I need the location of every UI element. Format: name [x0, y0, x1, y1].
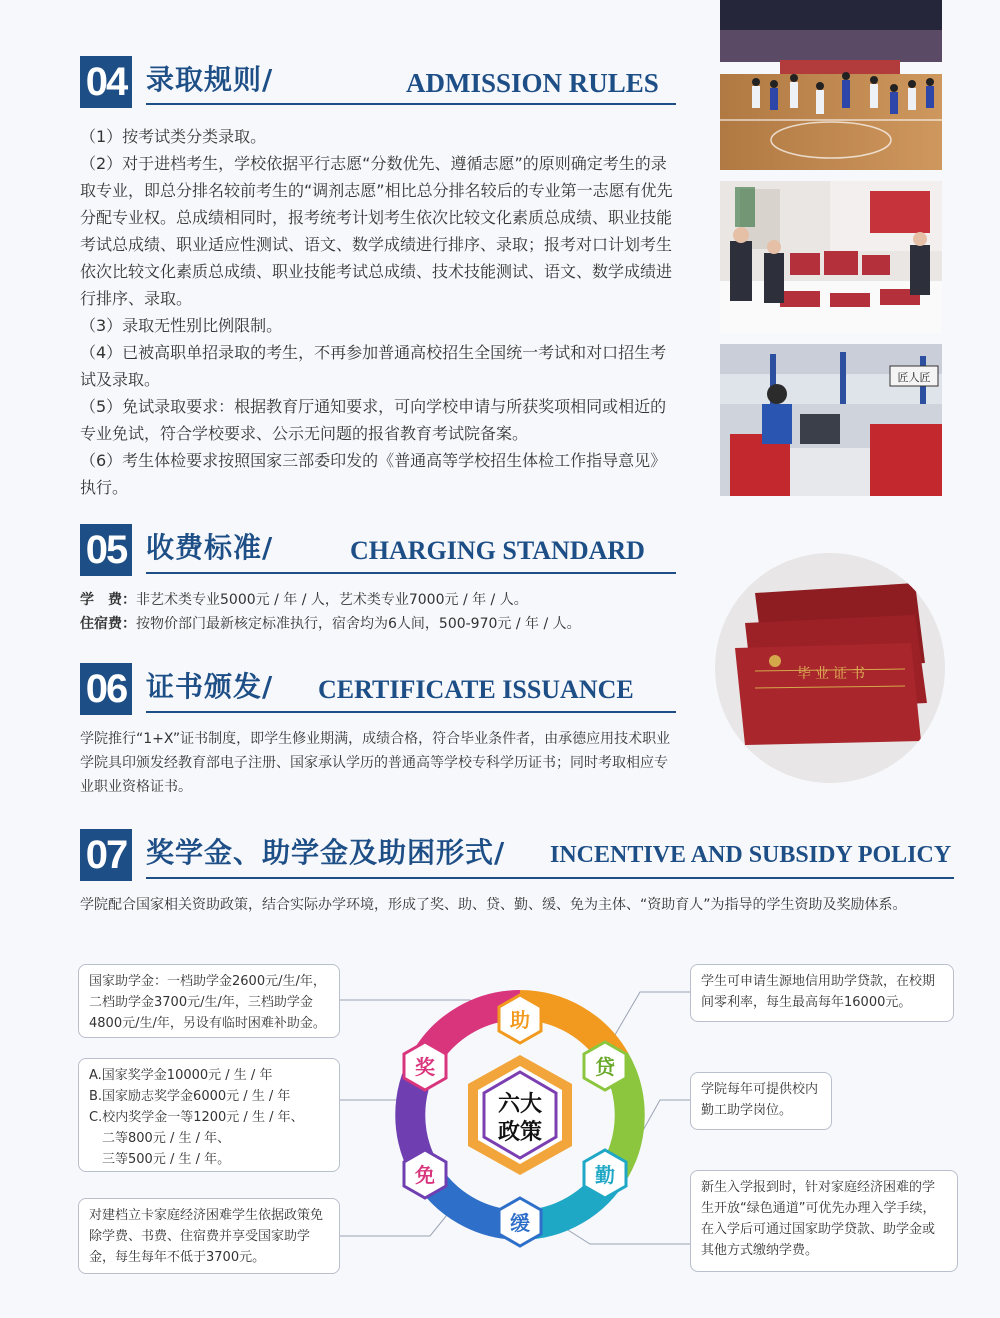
tuition-value: 非艺术类专业5000元 / 年 / 人，艺术类专业7000元 / 年 / 人。: [136, 592, 528, 608]
section-title-admission-en: ADMISSION RULES: [406, 68, 659, 98]
section-number-06: 06: [80, 663, 132, 715]
scholarship-line: A.国家奖学金10000元 / 生 / 年: [89, 1068, 273, 1083]
hex-label-jiang: 奖: [415, 1055, 435, 1079]
center-label-line2: 政策: [497, 1120, 543, 1145]
rule-item: （6）考生体检要求按照国家三部委印发的《普通高等学校招生体检工作指导意见》执行。: [80, 451, 667, 497]
dorm-label: 住宿费：: [80, 616, 136, 632]
diploma-header-text: 毕业证书: [797, 666, 869, 682]
scholarship-line: B.国家励志奖学金6000元 / 生 / 年: [89, 1089, 291, 1104]
subsidy-intro: 学院配合国家相关资助政策，结合实际办学环境，形成了奖、助、贷、勤、缓、免为主体、“资助育人”为指导的学生资助及奖励体系。: [80, 897, 907, 913]
box-national-grant: 国家助学金：一档助学金2600元/生/年，二档助学金3700元/生/年，三档助学金4800元/生/年，另设有临时困难补助金。: [78, 964, 340, 1038]
dorm-value: 按物价部门最新核定标准执行，宿舍均为6人间，500-970元 / 年 / 人。: [136, 616, 581, 632]
hex-label-mian: 免: [415, 1163, 435, 1187]
hex-label-huan: 缓: [510, 1211, 530, 1235]
section-title-certificate-en: CERTIFICATE ISSUANCE: [318, 675, 634, 704]
section-title-subsidy-en: INCENTIVE AND SUBSIDY POLICY: [550, 842, 952, 868]
rule-item: （4）已被高职单招录取的考生，不再参加普通高校招生全国统一考试和对口招生考试及录取。: [80, 343, 667, 389]
center-label-line1: 六大: [497, 1092, 543, 1117]
scholarship-line: 三等500元 / 生 / 年。: [89, 1152, 231, 1167]
hex-label-qin: 勤: [595, 1163, 615, 1187]
hex-mian: [404, 1150, 446, 1198]
hex-qin: [584, 1150, 626, 1198]
section-title-charging: 收费标准/: [146, 531, 274, 564]
hex-label-dai: 贷: [595, 1055, 615, 1079]
section-number-04: 04: [80, 56, 132, 108]
section-title-charging-en: CHARGING STANDARD: [350, 536, 645, 565]
scholarship-line: 二等800元 / 生 / 年、: [89, 1131, 231, 1146]
section-title-subsidy: 奖学金、助学金及助困形式/: [146, 836, 506, 869]
box-green-channel: 新生入学报到时，针对家庭经济困难的学生开放“绿色通道”可优先办理入学手续，在入学后可通过国家助学贷款、助学金或其他方式缴纳学费。: [690, 1170, 958, 1272]
hex-jiang: [404, 1042, 446, 1090]
hex-dai: [584, 1042, 626, 1090]
box-fee-exemption: 对建档立卡家庭经济困难学生依据政策免除学费、书费、住宿费并享受国家助学金，每生每年不低于3700元。: [78, 1198, 340, 1274]
tuition-label: 学 费：: [80, 592, 136, 608]
hex-label-zhu: 助: [510, 1008, 530, 1032]
rule-item: （1）按考试类分类录取。: [80, 127, 267, 146]
rule-item: （2）对于进档考生，学校依据平行志愿“分数优先、遵循志愿”的原则确定考生的录取专业，即总分排名较前考生的“调剂志愿”相比总分排名较后的专业第一志愿有优先分配专业权。总成绩相同时，报考统考计划考生依次比较文化素质总成绩、职业技能考试总成绩、职业适应性测试、语文、数学成绩进行排序、录取；报考对口计划考生依次比较文化素质总成绩、职业技能考试总成绩、技术技能测试、语文、数学成绩进行排序、录取。: [80, 154, 673, 308]
section-number-05: 05: [80, 524, 132, 576]
section-title-admission: 录取规则/: [146, 63, 274, 96]
box-work-study: 学院每年可提供校内勤工助学岗位。: [690, 1072, 832, 1130]
box-student-loan: 学生可申请生源地信用助学贷款，在校期间零利率，每生最高每年16000元。: [690, 964, 954, 1022]
section-number-07: 07: [80, 829, 132, 881]
hex-zhu: [499, 995, 541, 1043]
scholarship-line: C.校内奖学金一等1200元 / 生 / 年、: [89, 1110, 304, 1125]
hex-huan: [499, 1198, 541, 1246]
rule-item: （3）录取无性别比例限制。: [80, 316, 283, 335]
workshop-sign-text: 匠人匠: [897, 371, 931, 384]
six-policies-diagram: [380, 980, 660, 1250]
certificate-text: 学院推行“1+X”证书制度，即学生修业期满，成绩合格，符合毕业条件者，由承德应用技术职业学院具印颁发经教育部电子注册、国家承认学历的普通高等学校专科学历证书；同时考取相应专业职业资格证书。: [80, 731, 671, 795]
rule-item: （5）免试录取要求：根据教育厅通知要求，可向学校申请与所获奖项相同或相近的专业免试，符合学校要求、公示无问题的报省教育考试院备案。: [80, 397, 667, 443]
section-title-certificate: 证书颁发/: [146, 670, 274, 703]
